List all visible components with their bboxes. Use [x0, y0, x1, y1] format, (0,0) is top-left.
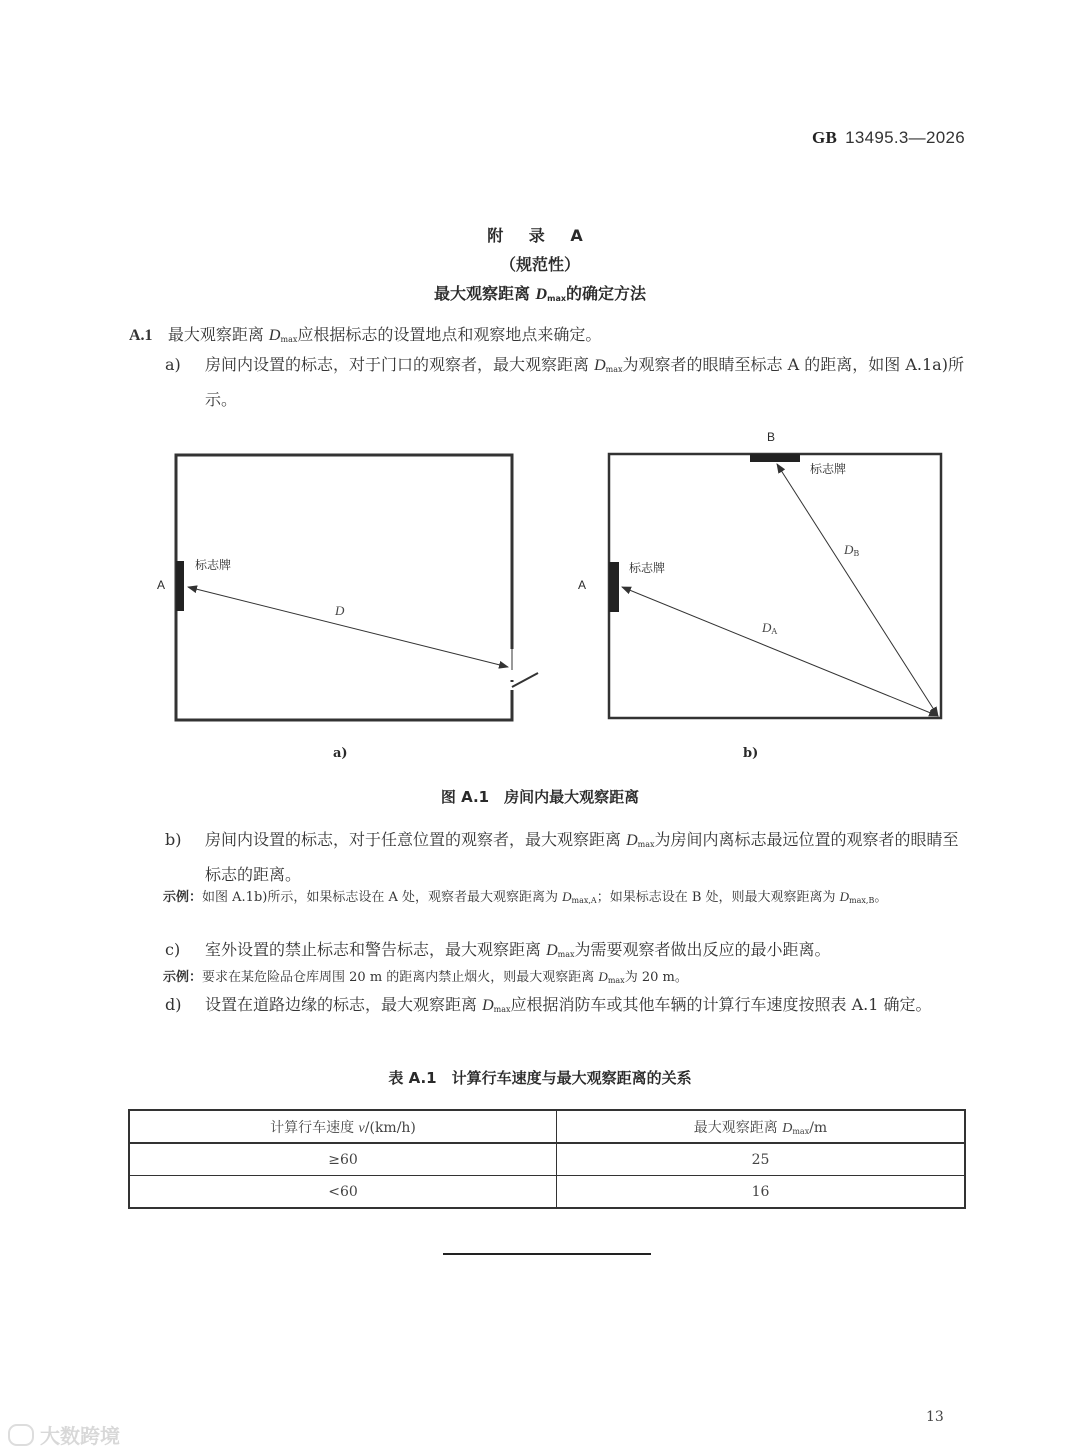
door-leaf — [512, 673, 538, 687]
list-marker: d) — [165, 995, 182, 1014]
page-number: 13 — [926, 1409, 944, 1425]
figure-sub-caption-a: a) — [333, 746, 348, 761]
cell-distance: 25 — [557, 1143, 966, 1176]
distance-label-b: $D_B$ — [844, 542, 860, 558]
list-item-a: a) 房间内设置的标志，对于门口的观察者，最大观察距离 $D_{max}$为观察者的眼睛至标志 A 的距离，如图 A.1a)所示。 — [165, 350, 970, 415]
point-label-a: A — [578, 578, 587, 592]
header-speed: 计算行车速度 v/(km/h) — [129, 1110, 557, 1143]
annex-heading: 最大观察距离 $D_{max}$的确定方法 — [433, 284, 647, 303]
table-header-row — [129, 1110, 965, 1143]
cell-speed: ≥60 — [129, 1143, 557, 1176]
distance-label-a: $D_A$ — [762, 620, 778, 636]
distance-arrow-a — [622, 587, 938, 716]
clause-number: A.1 — [129, 327, 153, 344]
end-of-annex-rule — [443, 1253, 651, 1255]
point-label-a: A — [157, 578, 166, 592]
sign-label-b: 标志牌 — [810, 462, 847, 476]
example-note-2: 示例：要求在某危险品仓库周围 20 m 的距离内禁止烟火，则最大观察距离 $D_{max}$为 20 m。 — [163, 969, 688, 985]
distance-arrow-b — [777, 464, 938, 716]
example-note-1: 示例：如图 A.1b)所示，如果标志设在 A 处，观察者最大观察距离为 $D_{max,A}$；如果标志设在 B 处，则最大观察距离为 $D_{max,B}$。 — [163, 889, 888, 905]
room-wall — [176, 455, 512, 720]
speed-distance-table — [128, 1109, 966, 1209]
distance-label: D — [335, 603, 345, 618]
list-marker: a) — [165, 355, 181, 374]
sign-board-a — [609, 562, 619, 612]
watermark-logo: 大数跨境 — [8, 1420, 120, 1449]
cell-speed: <60 — [129, 1176, 557, 1209]
figure-sub-caption-b: b) — [743, 746, 759, 761]
standard-code — [812, 128, 965, 148]
table-row — [129, 1143, 965, 1176]
list-marker: c) — [165, 940, 181, 959]
sign-label: 标志牌 — [195, 558, 232, 572]
sign-board-a — [176, 561, 184, 611]
annex-type: （规范性） — [499, 255, 580, 274]
table-row — [129, 1176, 965, 1209]
sign-label-a: 标志牌 — [629, 561, 666, 575]
figure-a1b — [560, 420, 980, 770]
watermark-icon — [8, 1424, 34, 1446]
list-item-c: c) 室外设置的禁止标志和警告标志，最大观察距离 $D_{max}$为需要观察者做出反应的最小距离。 — [165, 935, 970, 970]
list-item-b: b) 房间内设置的标志，对于任意位置的观察者，最大观察距离 $D_{max}$为房间内离标志最远位置的观察者的眼睛至标志的距离。 — [165, 825, 970, 890]
annex-title: 附 录 A — [487, 226, 593, 245]
room-wall — [609, 454, 941, 718]
cell-distance: 16 — [557, 1176, 966, 1209]
table-caption: 表 A.1 计算行车速度与最大观察距离的关系 — [388, 1069, 692, 1087]
point-label-b: B — [767, 430, 776, 444]
distance-arrow — [188, 587, 508, 667]
standard-number: 13495.3—2026 — [845, 128, 965, 147]
clause-a1: A.1 最大观察距离 $D_{max}$应根据标志的设置地点和观察地点来确定。 — [129, 325, 602, 344]
sign-board-b — [750, 454, 800, 462]
standard-prefix: GB — [811, 128, 838, 147]
header-distance: 最大观察距离 $D_{max}/m$ — [557, 1110, 966, 1143]
list-marker: b) — [165, 830, 182, 849]
figure-caption: 图 A.1 房间内最大观察距离 — [440, 788, 640, 806]
figure-a1a — [140, 425, 560, 775]
list-item-d: d) 设置在道路边缘的标志，最大观察距离 $D_{max}$应根据消防车或其他车辆的计算行车速度按照表 A.1 确定。 — [165, 990, 970, 1025]
